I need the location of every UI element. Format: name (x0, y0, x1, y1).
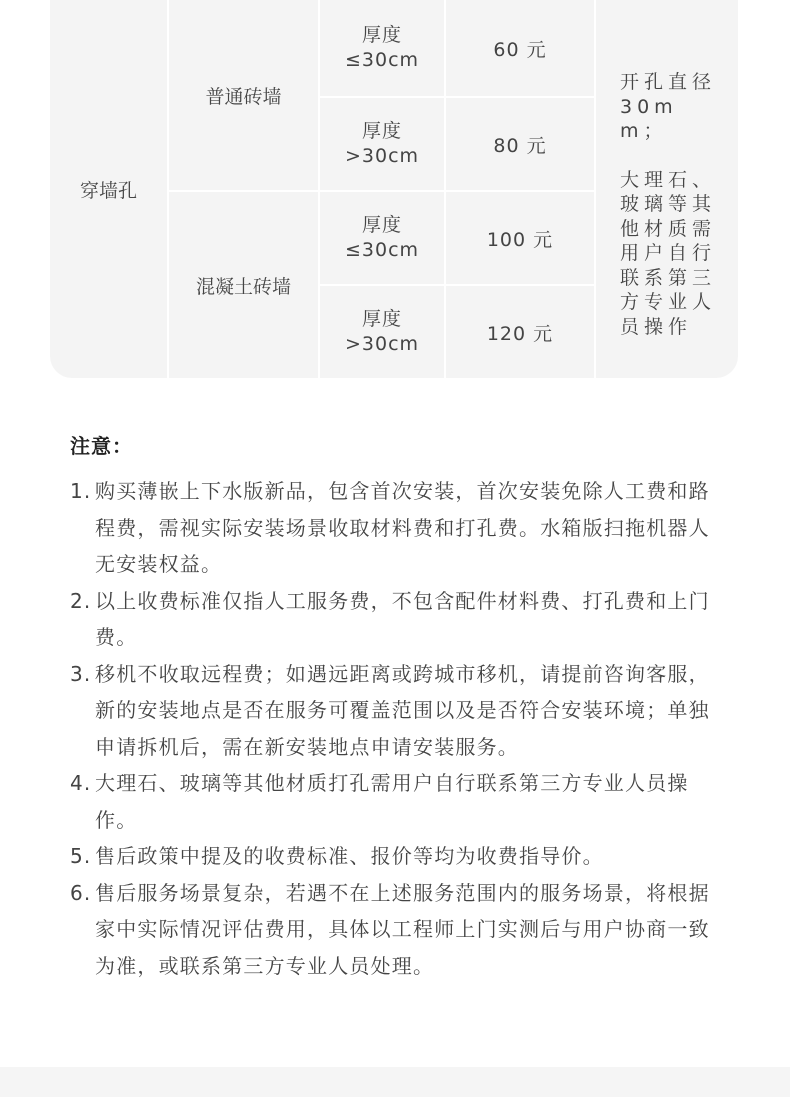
list-item-number: 6. (70, 880, 92, 905)
price-cell (446, 286, 594, 378)
list-item-text: 以上收费标准仅指人工服务费，不包含配件材料费、打孔费和上门费。 (95, 588, 710, 649)
thickness-label: 厚度 (361, 24, 402, 46)
list-item (70, 765, 720, 838)
thickness-cell (320, 98, 444, 190)
thickness-label: 厚度 (361, 308, 402, 330)
remark-cell (620, 70, 720, 339)
remark-third-party: 大理石、玻璃等其他材质需用户自行联系第三方专业人员操作 (620, 168, 717, 338)
category-cell (50, 0, 167, 378)
list-item-text: 售后政策中提及的收费标准、报价等均为收费指导价。 (95, 844, 604, 868)
category-label: 穿墙孔 (79, 179, 137, 202)
thickness-cell (320, 192, 444, 284)
wall-type-cell (169, 0, 318, 190)
list-item-number: 5. (70, 844, 92, 868)
thickness-value: >30cm (344, 145, 420, 167)
list-item-text: 售后服务场景复杂，若遇不在上述服务范围内的服务场景，将根据家中实际情况评估费用，具体以工程师上门实测后与用户协商一致为准，或联系第三方专业人员处理。 (95, 880, 710, 978)
list-item-number: 2. (70, 588, 92, 613)
thickness-value: ≤30cm (344, 49, 420, 71)
thickness-value: >30cm (344, 333, 420, 355)
column-divider (594, 0, 596, 378)
notes-section (70, 430, 720, 984)
list-item (70, 473, 720, 583)
wall-type-label: 普通砖墙 (205, 85, 282, 108)
wall-type-cell (169, 192, 318, 378)
list-item-number: 4. (70, 771, 92, 795)
thickness-value: ≤30cm (344, 239, 420, 261)
list-item-number: 3. (70, 661, 92, 686)
thickness-cell (320, 286, 444, 378)
wall-type-label: 混凝土砖墙 (195, 275, 291, 298)
list-item (70, 583, 720, 656)
footer-divider-bar (0, 1067, 790, 1097)
thickness-label: 厚度 (361, 214, 402, 236)
notes-title: 注意： (70, 434, 133, 458)
price-value: 60 元 (493, 38, 547, 61)
price-value: 120 元 (486, 322, 554, 345)
price-cell (446, 0, 594, 96)
list-item-text: 大理石、玻璃等其他材质打孔需用户自行联系第三方专业人员操作。 (95, 771, 689, 832)
price-table (50, 0, 738, 378)
thickness-label: 厚度 (361, 120, 402, 142)
list-item-text: 购买薄嵌上下水版新品，包含首次安装，首次安装免除人工费和路程费，需视实际安装场景收取材料费和打孔费。水箱版扫拖机器人无安装权益。 (95, 479, 710, 576)
list-item (70, 875, 720, 985)
list-item-number: 1. (70, 479, 92, 503)
thickness-cell (320, 0, 444, 96)
price-cell (446, 192, 594, 284)
price-value: 80 元 (493, 134, 547, 157)
list-item (70, 656, 720, 766)
remark-hole-diameter: 开孔直径30mm； (620, 71, 717, 142)
price-cell (446, 98, 594, 190)
list-item-text: 移机不收取远程费；如遇远距离或跨城市移机，请提前咨询客服，新的安装地点是否在服务可覆盖范围以及是否符合安装环境；单独申请拆机后，需在新安装地点申请安装服务。 (95, 661, 710, 759)
price-value: 100 元 (486, 228, 554, 251)
list-item (70, 838, 720, 875)
